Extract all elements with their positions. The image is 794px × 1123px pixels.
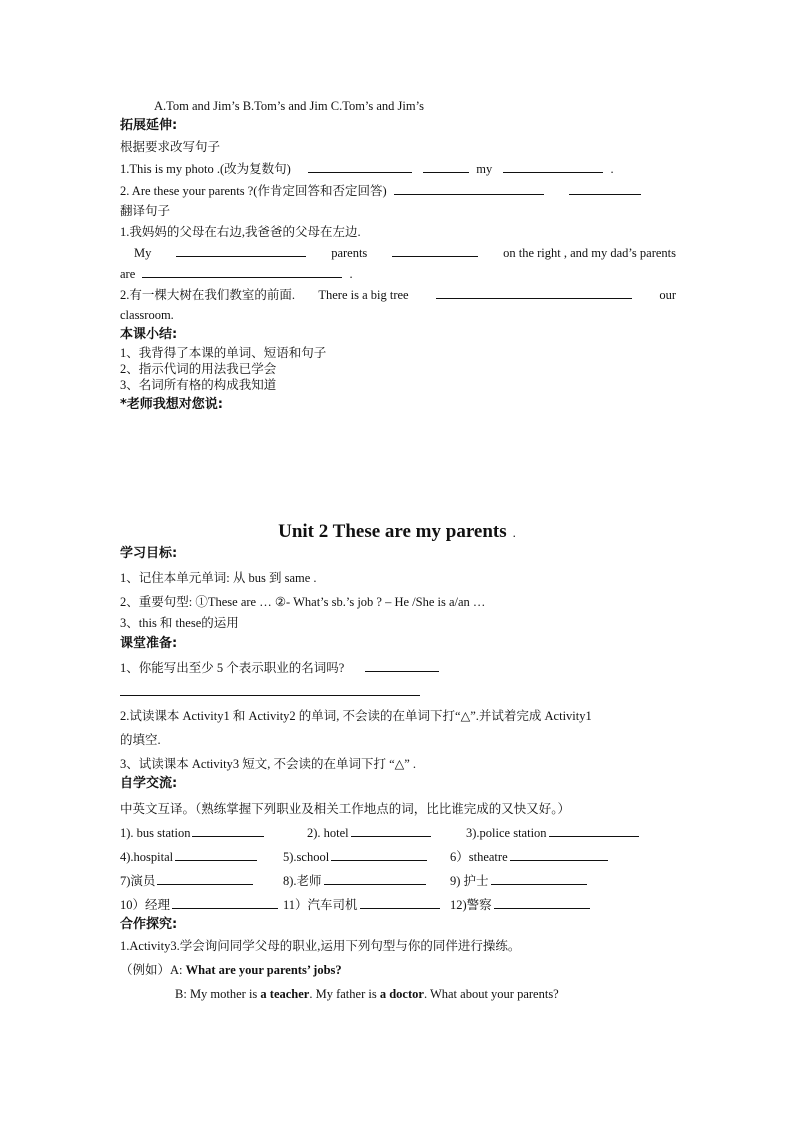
answer-blank[interactable] xyxy=(172,897,278,909)
vocab-term: 2). hotel xyxy=(307,826,349,840)
answer-blank[interactable] xyxy=(494,897,590,909)
cooperation-1: 1.Activity3.学会询问同学父母的职业,运用下列句型与你的同伴进行操练。 xyxy=(120,939,521,953)
prep-2-cont: 的填空. xyxy=(120,733,161,747)
answer-blank[interactable] xyxy=(175,849,257,861)
vocab-item xyxy=(120,873,257,889)
answer-blank[interactable] xyxy=(360,897,440,909)
prep-heading: 课堂准备: xyxy=(120,636,178,651)
vocab-item xyxy=(450,897,594,913)
answer-blank[interactable] xyxy=(324,873,426,885)
vocab-item xyxy=(120,897,282,913)
answer-blank[interactable] xyxy=(157,873,253,885)
vocab-term: 1). bus station xyxy=(120,826,191,840)
vocab-term: 6）stheatre xyxy=(450,850,508,864)
prep-1: 1、你能写出至少 5 个表示职业的名词吗? xyxy=(120,660,676,676)
vocab-item xyxy=(120,825,268,841)
answer-blank[interactable] xyxy=(569,183,641,195)
rewrite-heading: 根据要求改写句子 xyxy=(120,140,221,154)
teacher-note-heading: *老师我想对您说: xyxy=(120,397,223,412)
goal-1: 1、记住本单元单词: 从 bus 到 same . xyxy=(120,571,317,585)
answer-blank[interactable] xyxy=(351,825,431,837)
answer-blank[interactable] xyxy=(176,245,306,257)
answer-blank[interactable] xyxy=(308,161,412,173)
translate-2: 2.有一棵大树在我们教室的前面. There is a big tree our xyxy=(120,288,676,302)
vocab-term: 5).school xyxy=(283,850,330,864)
answer-blank[interactable] xyxy=(436,287,632,299)
goal-3: 3、this 和 these的运用 xyxy=(120,616,239,630)
vocab-item xyxy=(466,825,643,841)
example-line-b: B: My mother is a teacher. My father is a doctor. What about your parents? xyxy=(175,987,559,1001)
answer-blank[interactable] xyxy=(491,873,587,885)
self-study-intro: 中英文互译。（熟练掌握下列职业及相关工作地点的词，比比谁完成的又快又好。） xyxy=(120,802,571,816)
vocab-term: 7)演员 xyxy=(120,874,156,888)
vocab-item xyxy=(307,825,435,841)
rewrite-question-2: 2. Are these your parents ?(作肯定回答和否定回答) xyxy=(120,183,676,199)
vocab-item xyxy=(450,849,612,865)
goal-2: 2、重要句型: ①These are … ②- What’s sb.’s job ? – He /She is a/an … xyxy=(120,595,486,609)
answer-blank[interactable] xyxy=(142,266,342,278)
vocab-term: 8).老师 xyxy=(283,874,322,888)
answer-blank[interactable] xyxy=(331,849,427,861)
answer-blank[interactable] xyxy=(192,825,264,837)
unit-title: Unit 2 These are my parents . xyxy=(278,521,516,542)
self-study-heading: 自学交流: xyxy=(120,776,178,791)
vocab-term: 10）经理 xyxy=(120,898,171,912)
vocab-term: 3).police station xyxy=(466,826,547,840)
vocab-item xyxy=(120,849,261,865)
summary-heading: 本课小结: xyxy=(120,327,178,342)
answer-blank[interactable] xyxy=(392,245,478,257)
summary-item-1: 1、我背得了本课的单词、短语和句子 xyxy=(120,346,327,360)
vocab-term: 11）汽车司机 xyxy=(283,898,358,912)
vocab-term: 4).hospital xyxy=(120,850,174,864)
translate-1-english: My parents on the right , and my dad’s parents xyxy=(134,246,676,260)
translate-1-english-cont: are . xyxy=(120,267,353,281)
translate-1-chinese: 1.我妈妈的父母在右边,我爸爸的父母在左边. xyxy=(120,225,361,239)
answer-line[interactable] xyxy=(120,695,420,696)
answer-options: A.Tom and Jim’s B.Tom’s and Jim C.Tom’s and Jim’s xyxy=(154,99,424,113)
vocab-item xyxy=(283,849,431,865)
summary-item-3: 3、名词所有格的构成我知道 xyxy=(120,378,277,392)
example-line-a: （例如）A: What are your parents’ jobs? xyxy=(120,963,342,977)
vocab-item xyxy=(283,897,444,913)
answer-blank[interactable] xyxy=(549,825,639,837)
section-extend-heading: 拓展延伸: xyxy=(120,118,178,133)
prep-2: 2.试读课本 Activity1 和 Activity2 的单词, 不会读的在单词下打“△”.并试着完成 Activity1 xyxy=(120,709,592,723)
vocab-item xyxy=(450,873,591,889)
rewrite-question-1: 1.This is my photo .(改为复数句) my . xyxy=(120,162,614,176)
vocab-item xyxy=(283,873,430,889)
goals-heading: 学习目标: xyxy=(120,546,178,561)
vocab-term: 9) 护士 xyxy=(450,874,489,888)
answer-blank[interactable] xyxy=(365,660,439,672)
translate-2-cont: classroom. xyxy=(120,308,174,322)
answer-blank[interactable] xyxy=(423,161,469,173)
translate-heading: 翻译句子 xyxy=(120,204,171,218)
prep-3: 3、试读课本 Activity3 短文, 不会读的在单词下打 “△” . xyxy=(120,757,417,771)
answer-blank[interactable] xyxy=(510,849,608,861)
summary-item-2: 2、指示代词的用法我已学会 xyxy=(120,362,277,376)
cooperation-heading: 合作探究: xyxy=(120,917,178,932)
answer-blank[interactable] xyxy=(503,161,603,173)
answer-blank[interactable] xyxy=(394,183,544,195)
vocab-term: 12)警察 xyxy=(450,898,492,912)
